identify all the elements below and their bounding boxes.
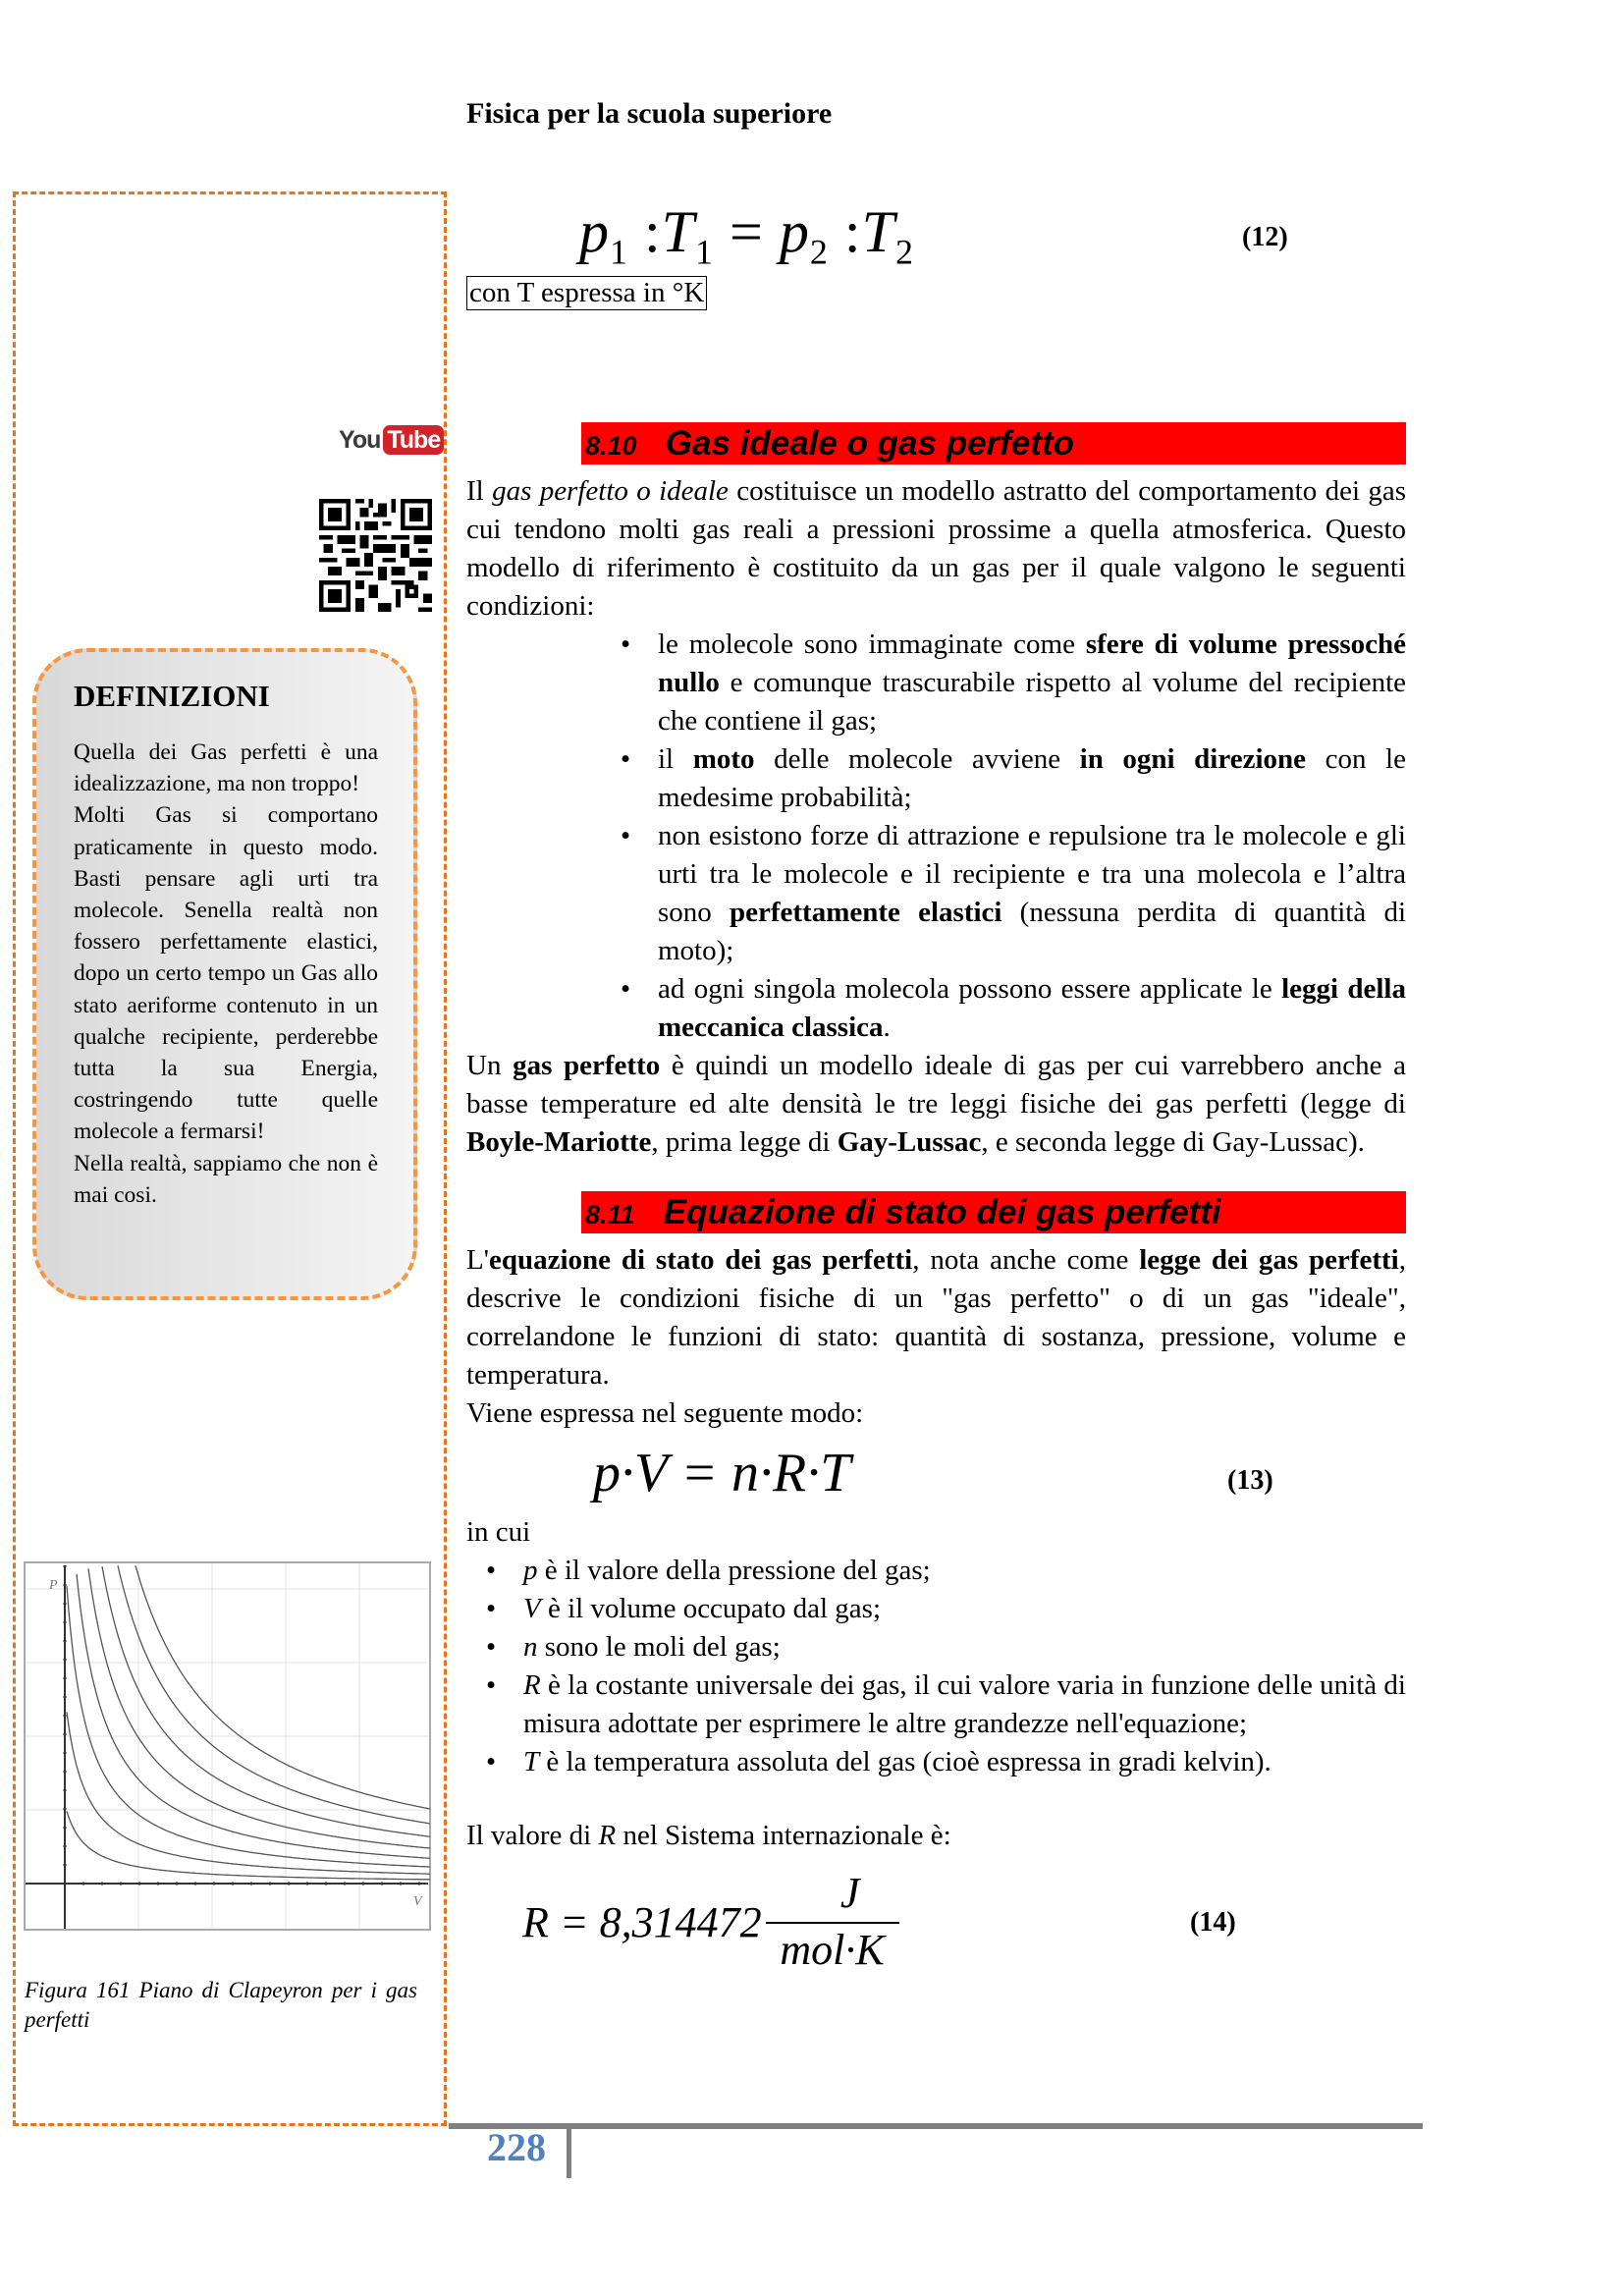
- list-item: • R è la costante universale dei gas, il cui valore varia in funzione delle unità di misura adottate per esprimere le altre grandezze nell'equazione;: [486, 1669, 1406, 1739]
- definitions-text: [74, 737, 378, 1211]
- eq-subscript: 2: [809, 232, 829, 272]
- running-header: Fisica per la scuola superiore: [466, 97, 833, 130]
- eq-denominator: mol·K: [780, 1926, 885, 1974]
- equation-number: (14): [1190, 1907, 1236, 1938]
- list-item: • V è il volume occupato dal gas;: [486, 1593, 882, 1624]
- definitions-paragraph: Quella dei Gas perfetti è una idealizzazione, ma non troppo!: [74, 739, 378, 797]
- definitions-title: DEFINIZIONI: [74, 679, 270, 713]
- list-item: • p è il valore della pressione del gas;: [486, 1555, 931, 1586]
- intro-paragraph: L'equazione di stato dei gas perfetti, nota anche come legge dei gas perfetti, descrive le condizioni fisiche di un "gas perfetto" o di un gas "ideale", correlandone le funzioni di stato: quantità di sostanza, pressione, volume e temperatura.: [466, 1244, 1406, 1391]
- definitions-paragraph: Nella realtà, sappiamo che non è mai cosi.: [74, 1150, 378, 1208]
- equation-12: [579, 197, 914, 272]
- equation-14: [522, 1869, 899, 1975]
- section-8-10-body: [466, 472, 1406, 1162]
- section-number: 8.11: [585, 1200, 635, 1230]
- qr-code-icon[interactable]: [319, 499, 432, 612]
- x-axis-label: V: [413, 1894, 422, 1909]
- section-number: 8.10: [585, 431, 637, 461]
- footer-divider: [567, 2123, 571, 2178]
- list-item: • T è la temperatura assoluta del gas (cioè espressa in gradi kelvin).: [486, 1746, 1271, 1777]
- in-cui-text: in cui: [466, 1516, 531, 1548]
- equation-12-row: [466, 191, 1406, 272]
- list-item: • ad ogni singola molecola possono essere applicate le leggi della meccanica classica.: [621, 973, 1406, 1043]
- equation-14-row: [466, 1867, 1406, 1977]
- page-number: 228: [487, 2125, 546, 2169]
- section-heading-8-10: [581, 422, 1406, 465]
- definitions-box: [32, 648, 417, 1300]
- variables-list: [486, 1552, 1406, 1781]
- youtube-tube-text: Tube: [383, 425, 444, 455]
- eq-operator: :: [644, 199, 662, 264]
- eq-symbol: T: [861, 199, 895, 264]
- eq-lhs: R = 8,314472: [522, 1897, 762, 1946]
- conditions-list: [621, 626, 1406, 1047]
- r-value-lead: Il valore di R nel Sistema internazionale è:: [466, 1820, 951, 1851]
- list-item: • n sono le moli del gas;: [486, 1631, 781, 1663]
- eq-fraction: [766, 1869, 899, 1975]
- section-8-11-body: [466, 1241, 1406, 1433]
- footer-rule: [449, 2123, 1423, 2129]
- clapeyron-plot: [24, 1561, 431, 1941]
- eq-symbol: T: [661, 199, 696, 264]
- definitions-paragraph: Molti Gas si comportano praticamente in questo modo. Basti pensare agli urti tra molecole. Senella realtà non fossero perfettamente elastici, dopo un certo tempo un Gas allo stato aeriforme contenuto in un qualche recipiente, perderebbe tutta la sua Energia, costringendo tutte quelle molecole a fermarsi!: [74, 802, 378, 1145]
- section-heading-8-11: [581, 1191, 1406, 1233]
- main-column: [466, 191, 1406, 1977]
- eq-subscript: 2: [894, 232, 914, 272]
- equation-number: (12): [1242, 222, 1288, 252]
- equation-number: (13): [1227, 1465, 1273, 1496]
- list-item: • le molecole sono immaginate come sfere di volume pressoché nullo e comunque trascurabile rispetto al volume del recipiente che contiene il gas;: [621, 629, 1406, 737]
- eq-operator: :: [843, 199, 862, 264]
- list-item: • non esistono forze di attrazione e repulsione tra le molecole e gli urti tra le molecole e il recipiente e tra una molecola e l’altra sono perfettamente elastici (nessuna perdita di quantità di moto);: [621, 820, 1406, 966]
- eq-numerator: J: [766, 1869, 899, 1924]
- equation-13-row: [466, 1433, 1406, 1513]
- note-box: con T espressa in °K: [466, 276, 707, 310]
- intro-paragraph: Il gas perfetto o ideale costituisce un modello astratto del comportamento dei gas cui tendono molti gas reali a pressioni prossime a quella atmosferica. Questo modello di riferimento è costituito da un gas per il quale valgono le seguenti condizioni:: [466, 475, 1406, 622]
- section-title: Equazione di stato dei gas perfetti: [663, 1193, 1221, 1231]
- list-item: • il moto delle molecole avviene in ogni direzione con le medesime probabilità;: [621, 743, 1406, 813]
- section-title: Gas ideale o gas perfetto: [665, 424, 1074, 463]
- figure-caption: Figura 161 Piano di Clapeyron per i gas perfetti: [25, 1978, 417, 2032]
- eq-subscript: 1: [695, 232, 715, 272]
- eq-symbol: p: [579, 199, 610, 264]
- youtube-you-text: You: [339, 425, 381, 454]
- eq-operator: =: [730, 199, 764, 264]
- youtube-logo-icon[interactable]: [339, 424, 441, 456]
- lead-text: Viene espressa nel seguente modo:: [466, 1397, 864, 1429]
- y-axis-label: P: [49, 1578, 58, 1593]
- eq-subscript: 1: [610, 232, 628, 272]
- variables-block: [466, 1513, 1406, 1781]
- equation-13: p·V = n·R·T: [593, 1443, 851, 1503]
- eq-symbol: p: [779, 199, 810, 264]
- closing-paragraph: Un gas perfetto è quindi un modello ideale di gas per cui varrebbero anche a basse temperature ed alte densità le tre leggi fisiche dei gas perfetti (legge di Boyle-Mariotte, prima legge di Gay-Lussac, e seconda legge di Gay-Lussac).: [466, 1050, 1406, 1158]
